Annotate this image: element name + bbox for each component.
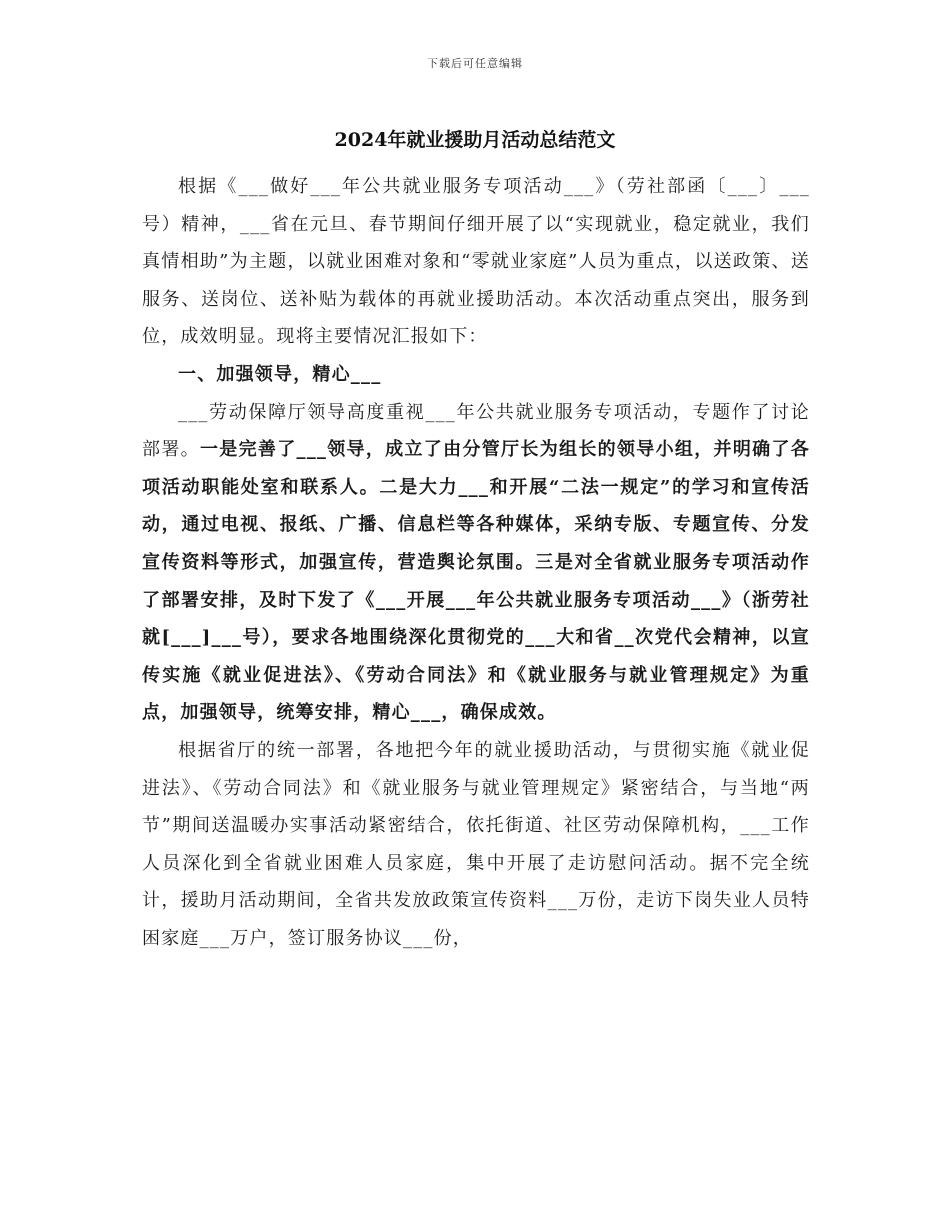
document-title: 2024年就业援助月活动总结范文	[334, 129, 616, 151]
paragraph-section-1-lead: ___劳动保障厅领导高度重视___年公共就业服务专项活动，专题作了讨论部署。	[142, 401, 810, 461]
document-body	[142, 168, 810, 957]
page-header-note: 下载后可任意编辑	[427, 57, 523, 70]
paragraph-section-1	[142, 394, 810, 732]
paragraph-section-1-bold: 一是完善了___领导，成立了由分管厅长为组长的领导小组，并明确了各项活动职能处室和联系人。二是大力___和开展“二法一规定”的学习和宣传活动，通过电视、报纸、广播、信息栏等各种媒体，采纳专版、专题宣传、分发宣传资料等形式，加强宣传，营造舆论氛围。三是对全省就业服务专项活动作了部署安排，及时下发了《___开展___年公共就业服务专项活动___》（浙劳社就[___]___号），要求各地围绕深化贯彻党的___大和省__次党代会精神，以宣传实施《就业促进法》、《劳动合同法》和《就业服务与就业管理规定》为重点，加强领导，统筹安排，精心___，确保成效。	[142, 439, 810, 724]
paragraph-deployment: 根据省厅的统一部署，各地把今年的就业援助活动，与贯彻实施《就业促进法》、《劳动合同法》和《就业服务与就业管理规定》紧密结合，与当地“两节”期间送温暖办实事活动紧密结合，依托街道、社区劳动保障机构，___工作人员深化到全省就业困难人员家庭，集中开展了走访慰问活动。据不完全统计，援助月活动期间，全省共发放政策宣传资料___万份，走访下岗失业人员特困家庭___万户，签订服务协议___份，	[142, 739, 810, 949]
paragraph-intro: 根据《___做好___年公共就业服务专项活动___》（劳社部函〔___〕___号）精神，___省在元旦、春节期间仔细开展了以“实现就业，稳定就业，我们真情相助”为主题，以就业困难对象和“零就业家庭”人员为重点，以送政策、送服务、送岗位、送补贴为载体的再就业援助活动。本次活动重点突出，服务到位，成效明显。现将主要情况汇报如下：	[142, 176, 810, 348]
section-heading-1: 一、加强领导，精心___	[178, 363, 382, 385]
